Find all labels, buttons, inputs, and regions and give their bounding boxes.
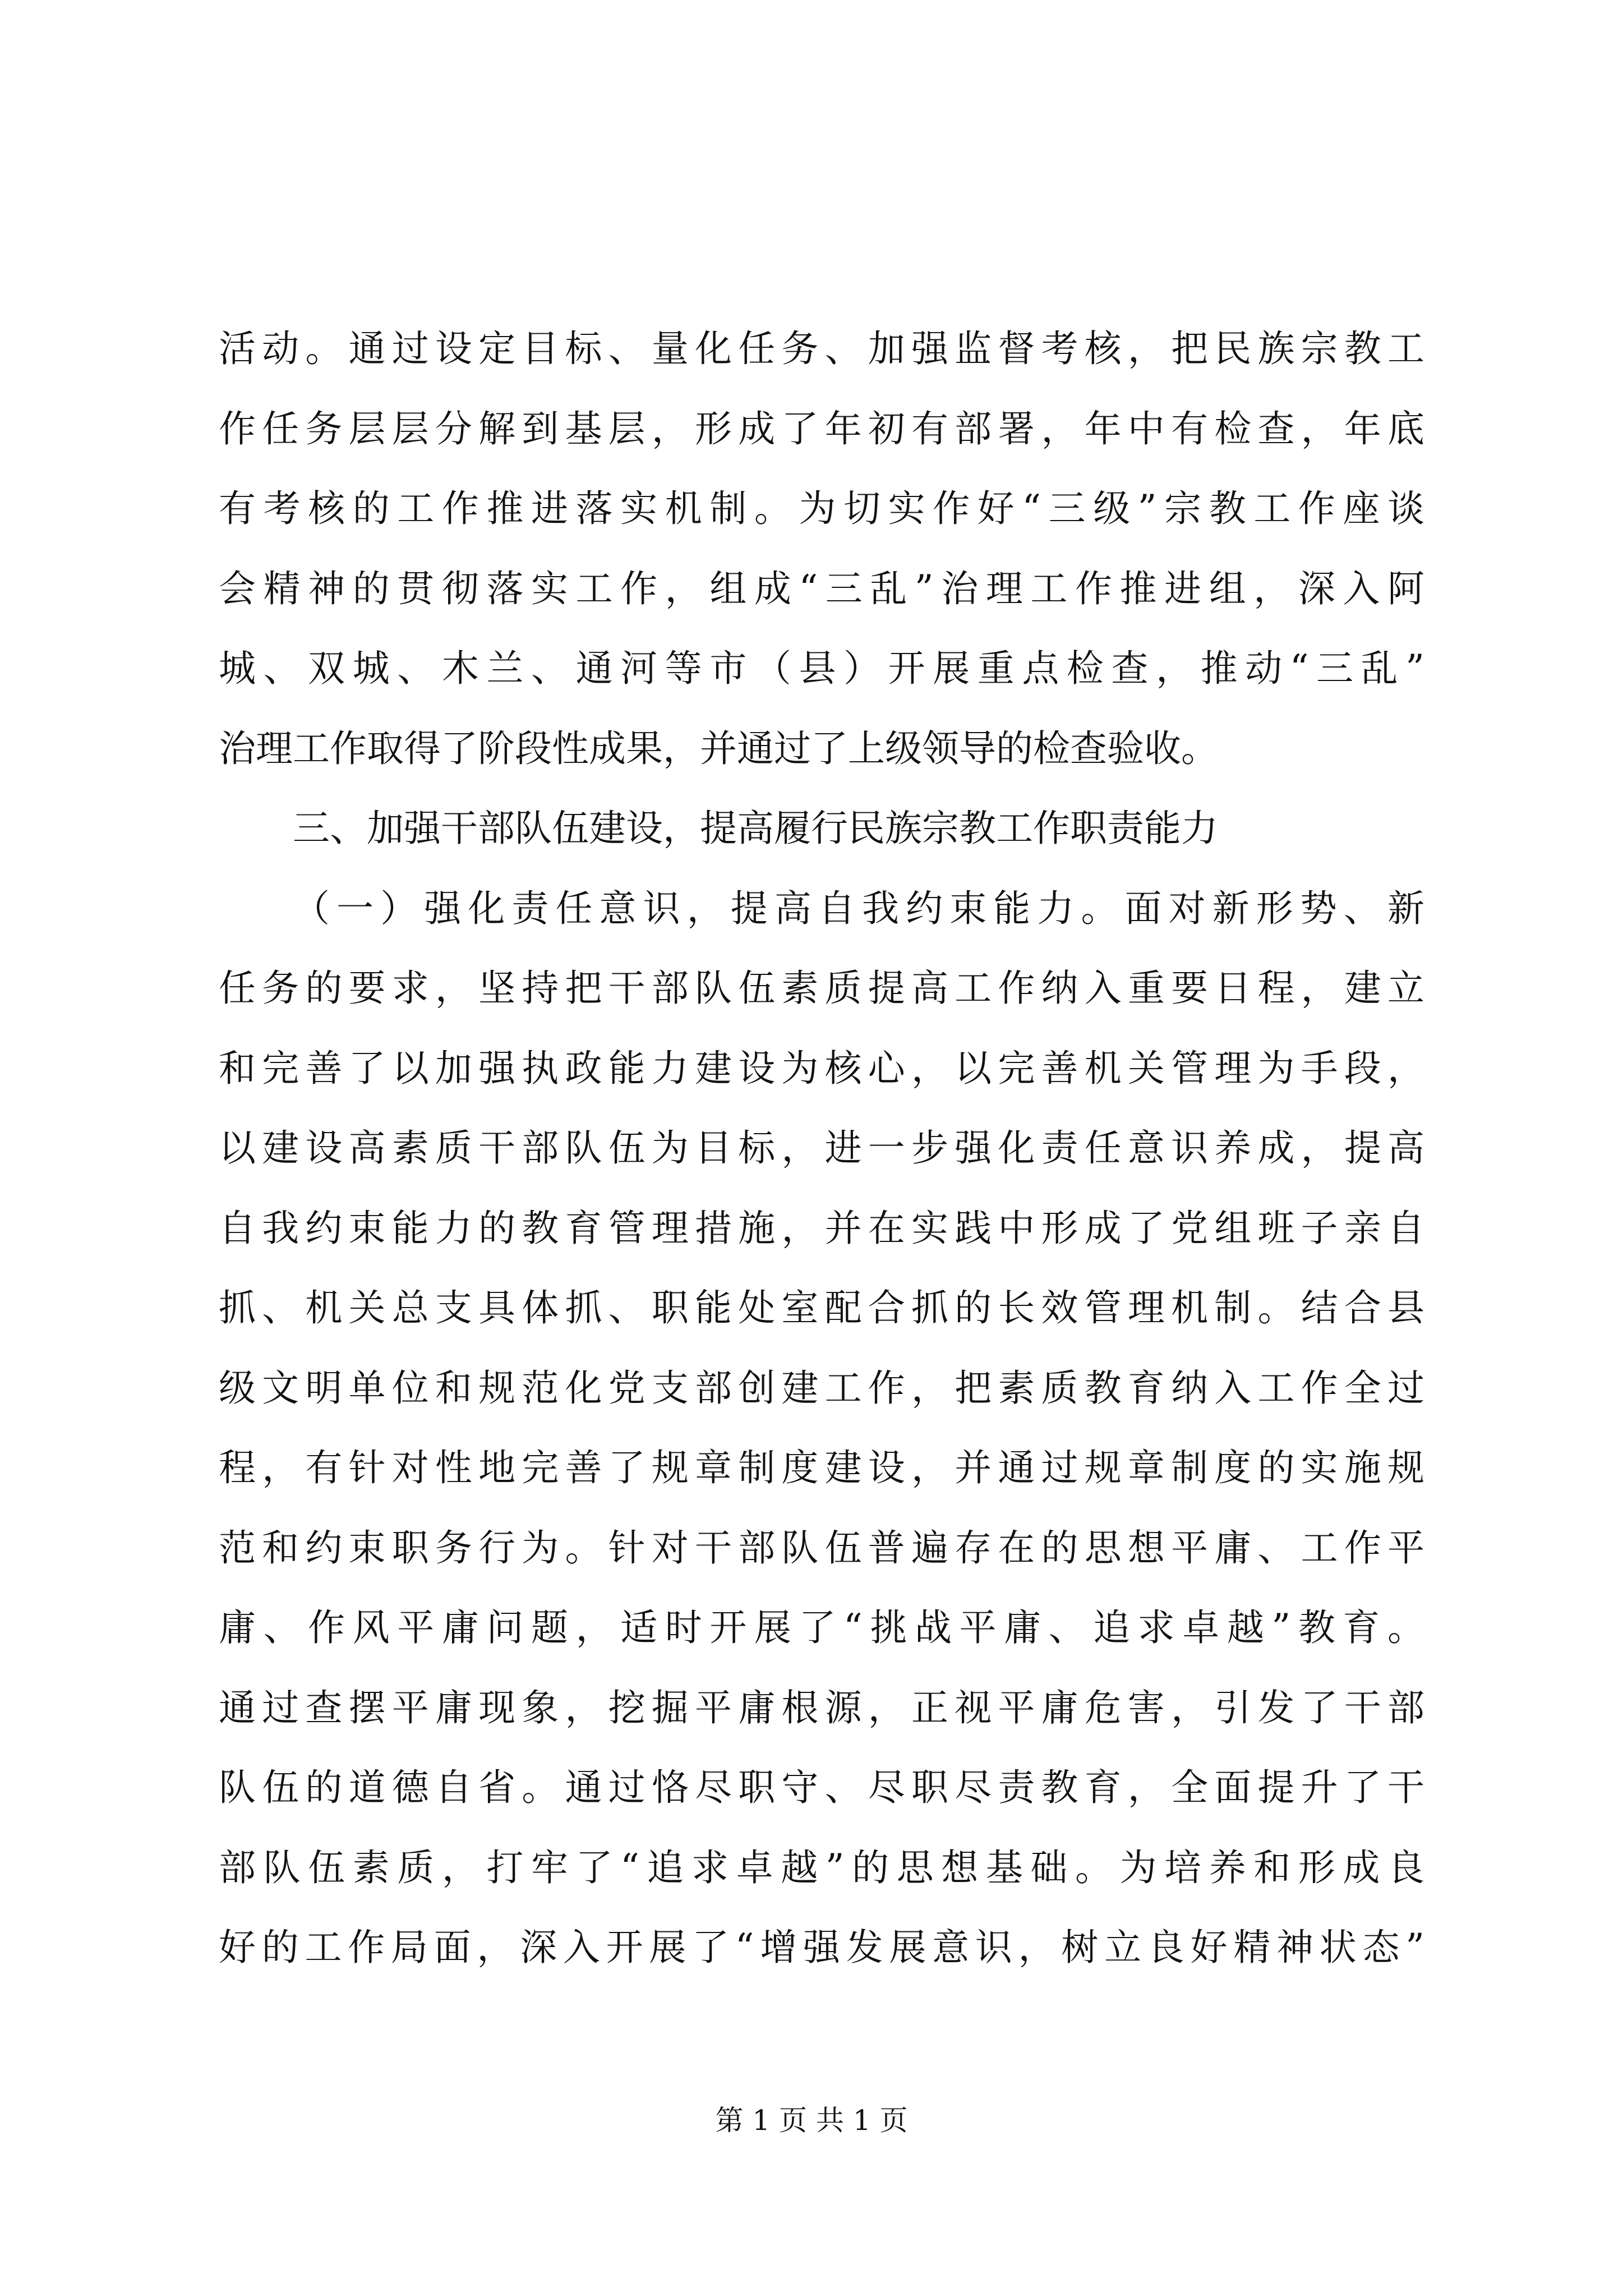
text-line: 队伍的道德自省。通过恪尽职守、尽职尽责教育，全面提升了干 <box>219 1766 1424 1809</box>
text-line: 庸、作风平庸问题，适时开展了“挑战平庸、追求卓越”教育。 <box>219 1606 1424 1649</box>
text-line: 好的工作局面，深入开展了“增强发展意识，树立良好精神状态” <box>219 1926 1424 1969</box>
text-line: 抓、机关总支具体抓、职能处室配合抓的长效管理机制。结合县 <box>219 1286 1424 1329</box>
text-line: 活动。通过设定目标、量化任务、加强监督考核，把民族宗教工 <box>219 327 1424 370</box>
text-line: 通过查摆平庸现象，挖掘平庸根源，正视平庸危害，引发了干部 <box>219 1686 1424 1729</box>
text-line: 级文明单位和规范化党支部创建工作，把素质教育纳入工作全过 <box>219 1366 1424 1410</box>
text-line: 程，有针对性地完善了规章制度建设，并通过规章制度的实施规 <box>219 1446 1424 1489</box>
text-line: 作任务层层分解到基层，形成了年初有部署，年中有检查，年底 <box>219 407 1424 450</box>
subsection-heading-line: （一）强化责任意识，提高自我约束能力。面对新形势、新 <box>293 886 1424 930</box>
text-line: 有考核的工作推进落实机制。为切实作好“三级”宗教工作座谈 <box>219 487 1424 530</box>
text-line: 部队伍素质，打牢了“追求卓越”的思想基础。为培养和形成良 <box>219 1846 1424 1889</box>
text-line: 会精神的贯彻落实工作，组成“三乱”治理工作推进组，深入阿 <box>219 567 1424 610</box>
text-line: 城、双城、木兰、通河等市（县）开展重点检查，推动“三乱” <box>219 647 1424 690</box>
section-heading: 三、加强干部队伍建设，提高履行民族宗教工作职责能力 <box>293 807 1218 850</box>
text-line: 治理工作取得了阶段性成果，并通过了上级领导的检查验收。 <box>219 726 1218 770</box>
text-line: 自我约束能力的教育管理措施，并在实践中形成了党组班子亲自 <box>219 1206 1424 1250</box>
body-text <box>219 309 1424 1988</box>
page-footer: 第 1 页 共 1 页 <box>715 2104 908 2137</box>
text-line: 任务的要求，坚持把干部队伍素质提高工作纳入重要日程，建立 <box>219 967 1424 1010</box>
text-line: 和完善了以加强执政能力建设为核心，以完善机关管理为手段， <box>219 1046 1424 1090</box>
text-line: 范和约束职务行为。针对干部队伍普遍存在的思想平庸、工作平 <box>219 1526 1424 1570</box>
text-line: 以建设高素质干部队伍为目标，进一步强化责任意识养成，提高 <box>219 1126 1424 1170</box>
